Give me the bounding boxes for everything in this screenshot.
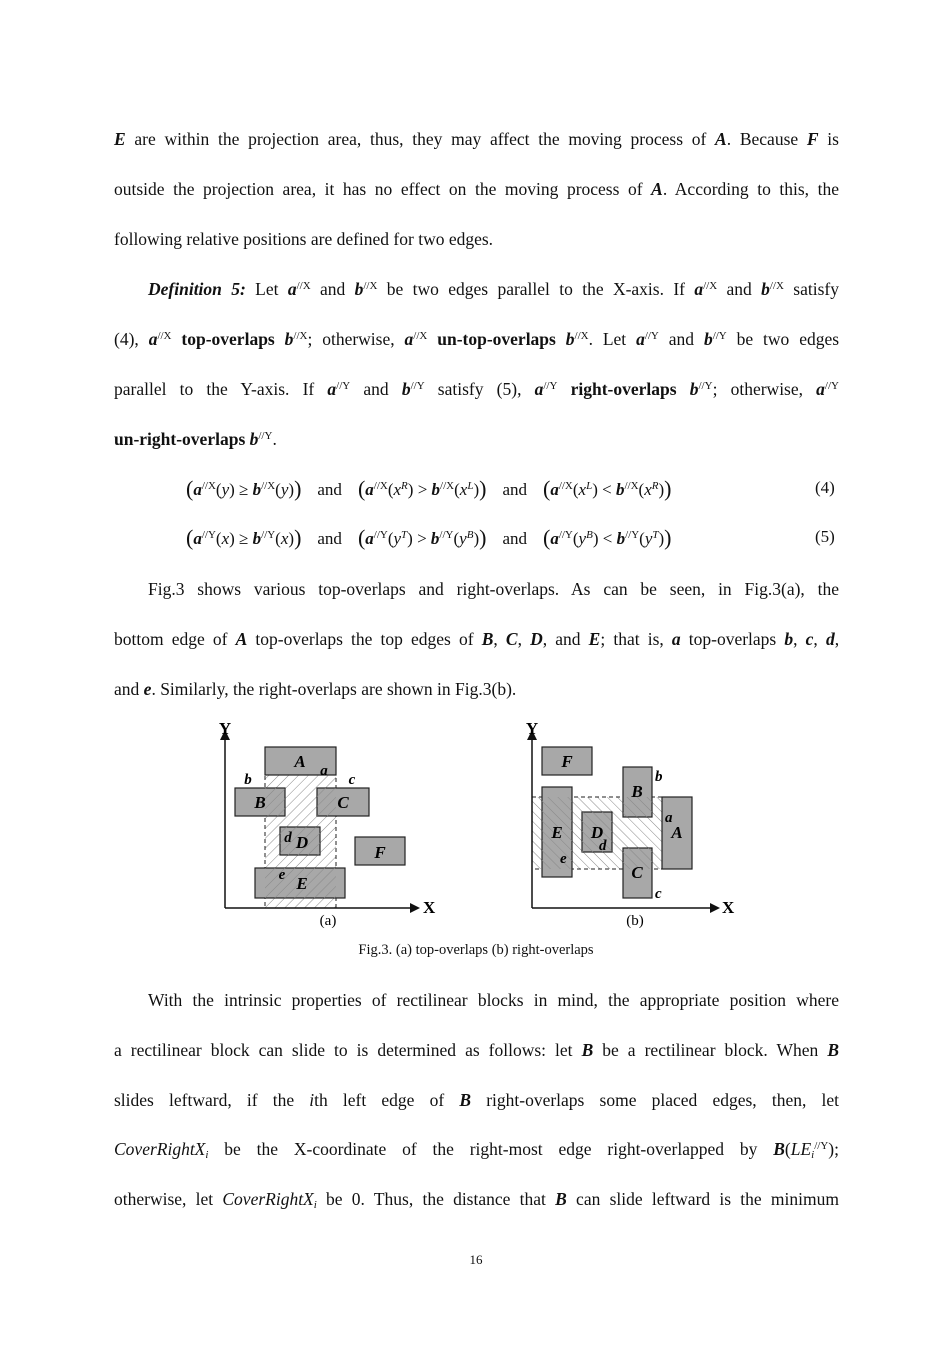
x-axis-arrow-icon (710, 903, 720, 913)
edge-c-label: c (348, 772, 356, 788)
edge-e-label: e (278, 867, 286, 883)
block-C-label: C (337, 793, 349, 812)
x-axis-label: X (423, 898, 436, 917)
edge-a-label: a (665, 810, 673, 826)
equation-5: $(a^{//Y}(x) \ge b^{//Y}(x))$ and $(a^{//Y}(y^T) > b^{//Y}(y^B))$ and $(a^{//Y}(y^B) < b^{//Y}(y^T))$ (186, 525, 672, 550)
para3-line1: With the intrinsic properties of rectilinear blocks in mind, the appropriate position where (148, 990, 839, 1010)
edge-d-label: d (284, 830, 292, 846)
para3-line4: CoverRightX$_i$ be the X-coordinate of the right-most edge right-overlapped by $B(LE_i^{//Y})$; (114, 1139, 839, 1161)
equation-5-number: (5) (815, 527, 835, 546)
edge-b-label: b (655, 769, 663, 785)
page-number: 16 (469, 1252, 483, 1267)
block-A-label: A (294, 752, 306, 771)
para3-line3: slides leftward, if the ith left edge of B right-overlaps some placed edges, then, let (114, 1090, 839, 1110)
definition-line1: Definition 5: Let $a^{//X}$ and $b^{//X}$ be two edges parallel to the X-axis. If $a^{//X}$ and $b^{//X}$ satisfy (148, 279, 839, 299)
equation-4-number: (4) (815, 478, 835, 497)
x-axis-arrow-icon (410, 903, 420, 913)
edge-a-label: a (320, 763, 328, 779)
block-A-label: A (671, 823, 683, 842)
x-axis-label: X (722, 898, 735, 917)
edge-c-label: c (655, 886, 662, 902)
block-E-label: E (551, 823, 563, 842)
para2-line2: bottom edge of A top-overlaps the top edges of B, C, D, and E; that is, a top-overlaps b, c, d, (114, 629, 840, 649)
block-D-label: D (590, 823, 604, 842)
para2-line1: Fig.3 shows various top-overlaps and right-overlaps. As can be seen, in Fig.3(a), the (148, 579, 839, 599)
block-C-label: C (631, 863, 643, 882)
para1-line3: following relative positions are defined for two edges. (114, 229, 494, 249)
block-E-label: E (296, 874, 308, 893)
edge-e-label: e (560, 851, 567, 867)
panel-b-label: (b) (626, 913, 644, 929)
edge-d-label: d (599, 838, 607, 854)
para2-line3: and e. Similarly, the right-overlaps are shown in Fig.3(b). (114, 679, 517, 699)
block-B-label: B (631, 782, 643, 801)
panel-a-label: (a) (319, 913, 337, 929)
block-F-label: F (374, 843, 386, 862)
para1-line2: outside the projection area, it has no effect on the moving process of A. According to this, the (114, 179, 839, 199)
para1-line1: E are within the projection area, thus, they may affect the moving process of A. Because F is (114, 129, 839, 149)
figure-caption: Fig.3. (a) top-overlaps (b) right-overlaps (358, 942, 594, 958)
definition-line3: parallel to the Y-axis. If $a^{//Y}$ and $b^{//Y}$ satisfy (5), $a^{//Y}$ right-overlaps $b^{//Y}$; otherwise, $a^{//Y}$ (114, 379, 839, 399)
definition-label: Definition 5: (148, 279, 246, 299)
para3-line5: otherwise, let CoverRightX$_i$ be 0. Thus, the distance that B can slide leftward is the minimum (114, 1189, 839, 1211)
definition-line4: un-right-overlaps $b^{//Y}$. (114, 429, 277, 449)
y-axis-label: Y (525, 719, 539, 738)
figure-3a (210, 715, 440, 935)
equation-4: $(a^{//X}(y) \ge b^{//X}(y))$ and $(a^{//X}(x^R) > b^{//X}(x^L))$ and $(a^{//X}(x^L) < b^{//X}(x^R))$ (186, 476, 672, 501)
block-B-label: B (254, 793, 266, 812)
para3-line2: a rectilinear block can slide to is determined as follows: let B be a rectilinear block. When B (114, 1040, 839, 1060)
definition-line2: (4), $a^{//X}$ top-overlaps $b^{//X}$; otherwise, $a^{//X}$ un-top-overlaps $b^{//X}$. Let $a^{//Y}$ and $b^{//Y}$ be two edges (114, 329, 840, 349)
figure-3b (515, 715, 745, 935)
y-axis-label: Y (218, 719, 232, 738)
block-D-label: D (295, 833, 309, 852)
block-F-label: F (561, 752, 573, 771)
edge-b-label: b (244, 772, 252, 788)
